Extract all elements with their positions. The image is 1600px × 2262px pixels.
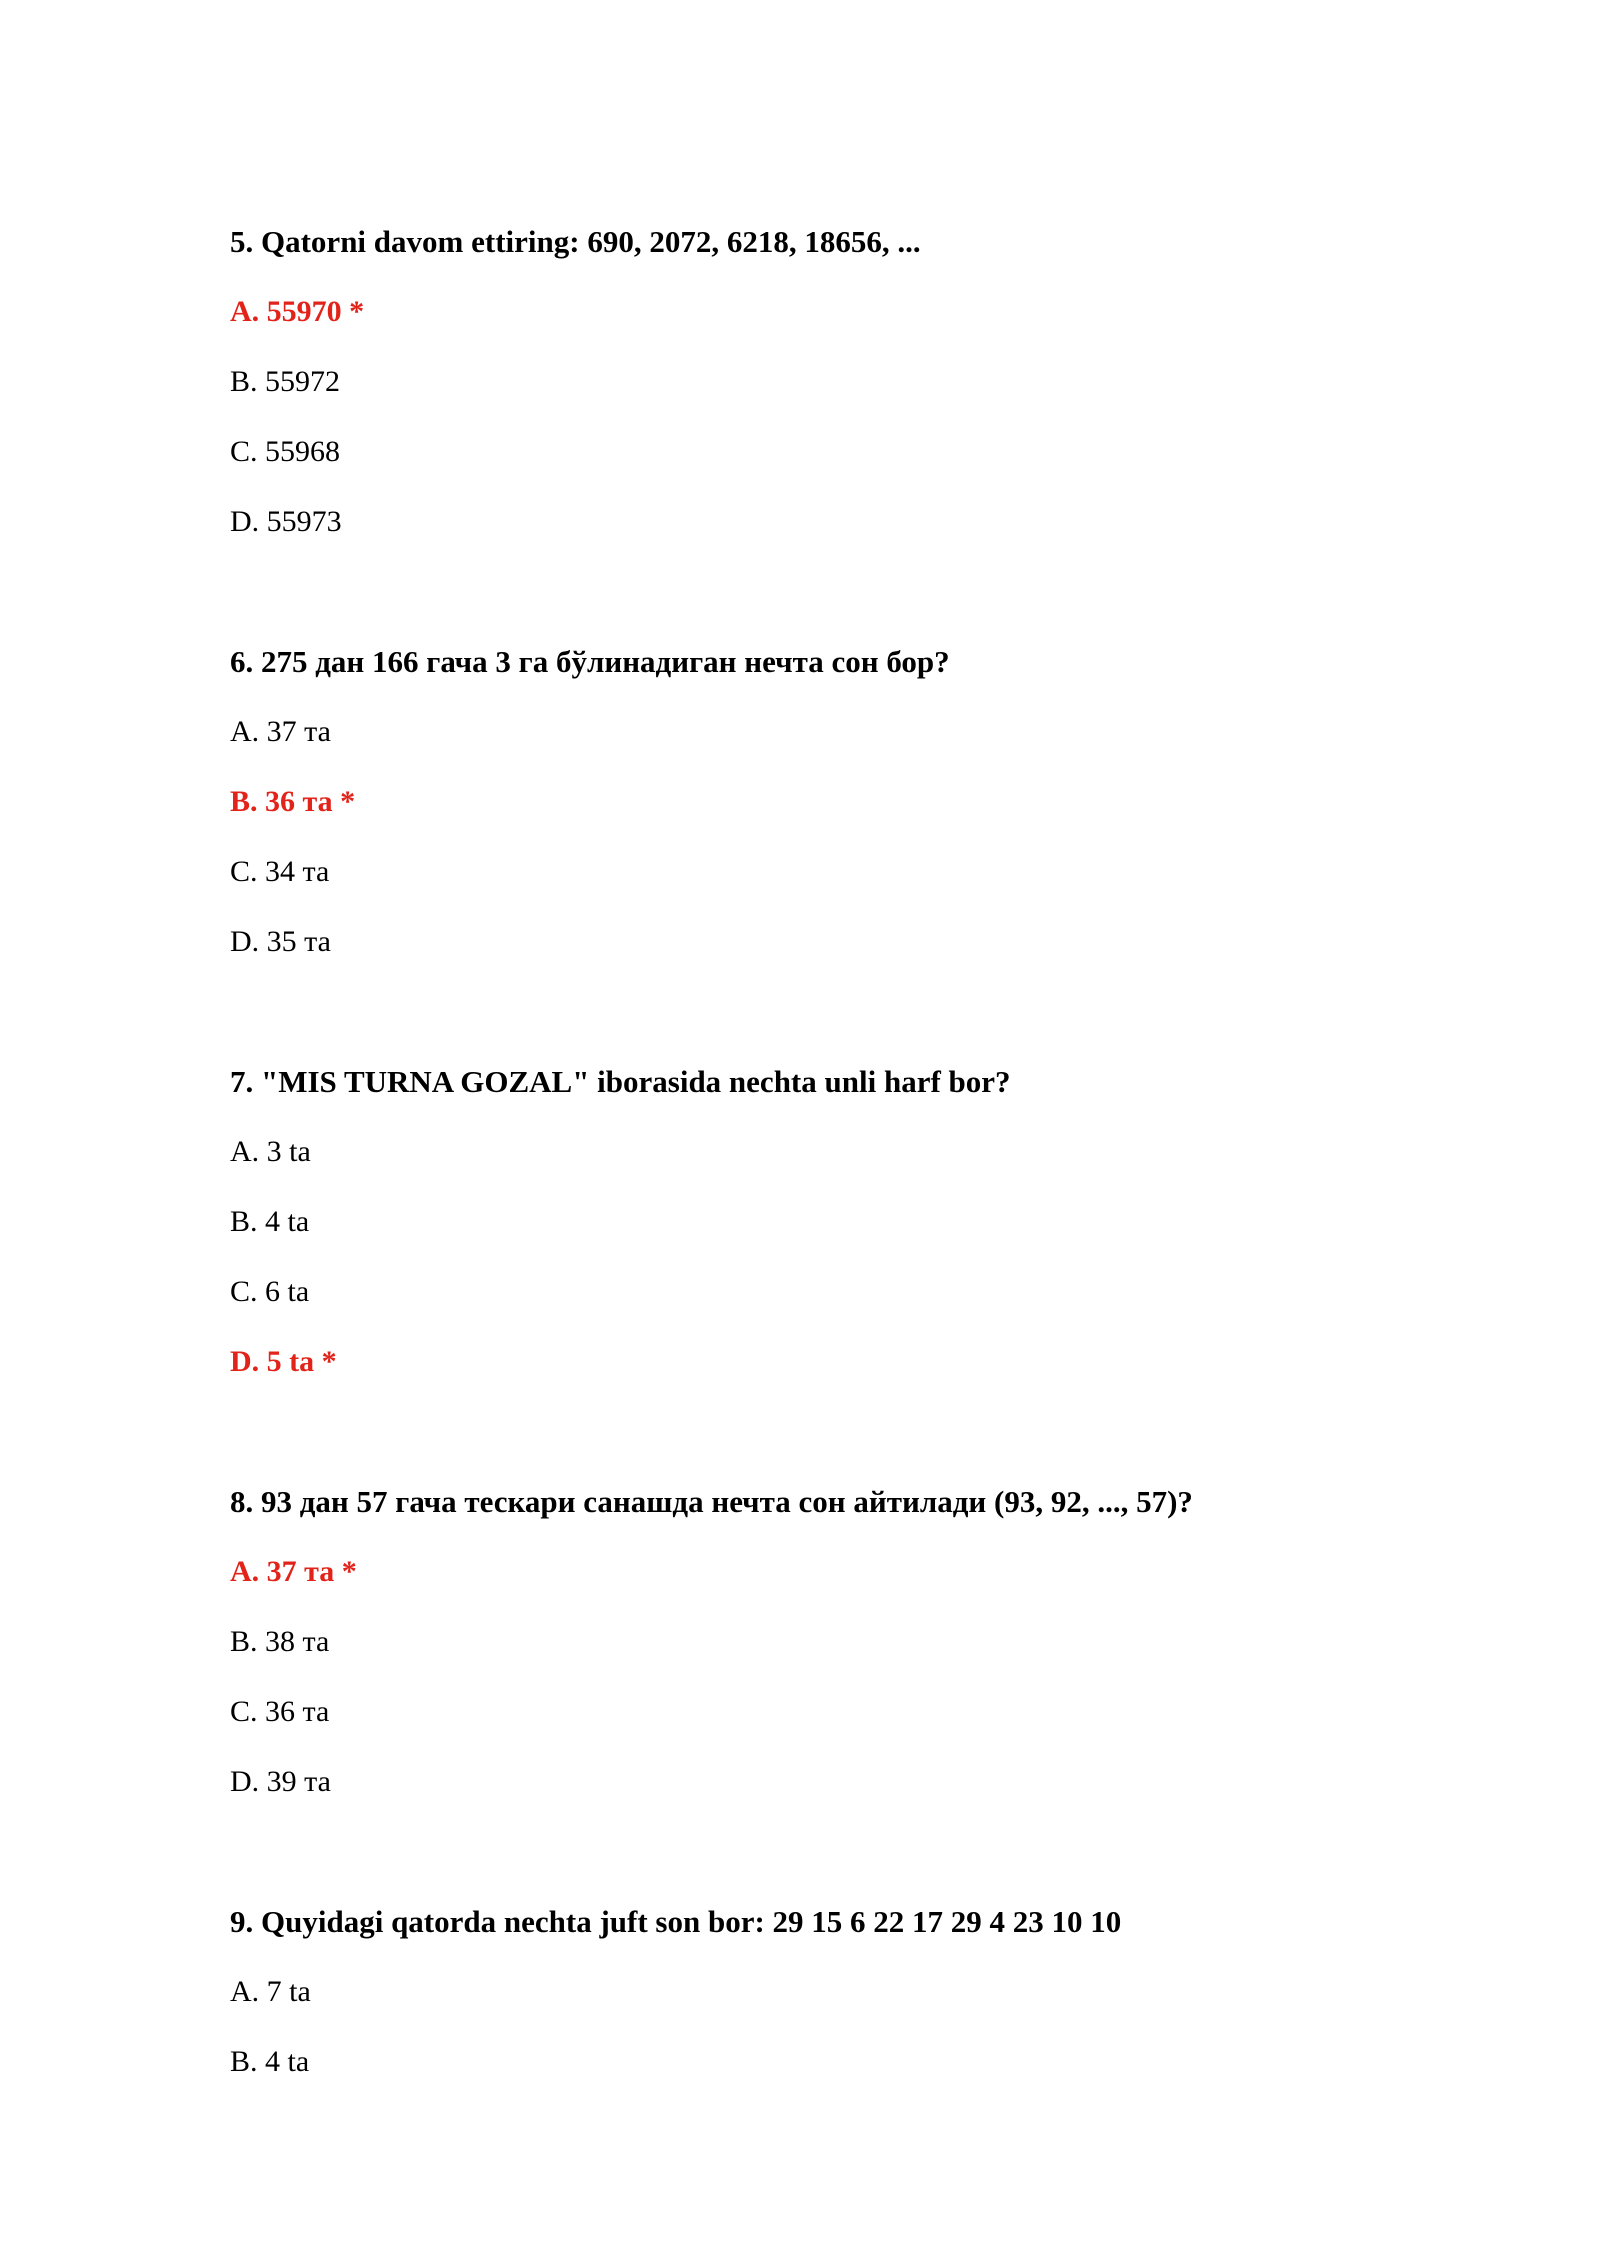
option-d: D. 55973 <box>230 505 342 538</box>
option-b: B. 4 ta <box>230 1205 310 1238</box>
question-6 <box>230 642 1530 992</box>
question-text: 5. Qatorni davom ettiring: 690, 2072, 6218, 18656, ... <box>230 224 921 259</box>
option-d-correct: D. 5 ta * <box>230 1345 337 1378</box>
option-c: C. 36 та <box>230 1695 330 1728</box>
option-a: A. 3 ta <box>230 1135 311 1168</box>
option-d: D. 39 та <box>230 1765 331 1798</box>
option-c: C. 34 та <box>230 855 330 888</box>
question-text: 6. 275 дан 166 гача 3 га бўлинадиган нечта сон бор? <box>230 644 950 679</box>
option-c: C. 6 ta <box>230 1275 310 1308</box>
option-b: B. 38 та <box>230 1625 330 1658</box>
question-7 <box>230 1062 1530 1412</box>
option-b: B. 4 ta <box>230 2045 310 2078</box>
question-text: 8. 93 дан 57 гача тескари санашда нечта сон айтилади (93, 92, ..., 57)? <box>230 1484 1193 1519</box>
option-b-correct: B. 36 та * <box>230 785 356 818</box>
option-d: D. 35 та <box>230 925 331 958</box>
question-9 <box>230 1902 1530 2112</box>
option-b: B. 55972 <box>230 365 341 398</box>
question-text: 9. Quyidagi qatorda nechta juft son bor: 29 15 6 22 17 29 4 23 10 10 <box>230 1904 1122 1939</box>
question-text: 7. "MIS TURNA GOZAL" iborasida nechta unli harf bor? <box>230 1064 1011 1099</box>
option-a: A. 7 ta <box>230 1975 311 2008</box>
question-8 <box>230 1482 1530 1832</box>
question-5 <box>230 222 1530 572</box>
option-a-correct: A. 55970 * <box>230 295 365 328</box>
option-a-correct: A. 37 та * <box>230 1555 357 1588</box>
option-c: C. 55968 <box>230 435 341 468</box>
option-a: A. 37 та <box>230 715 331 748</box>
